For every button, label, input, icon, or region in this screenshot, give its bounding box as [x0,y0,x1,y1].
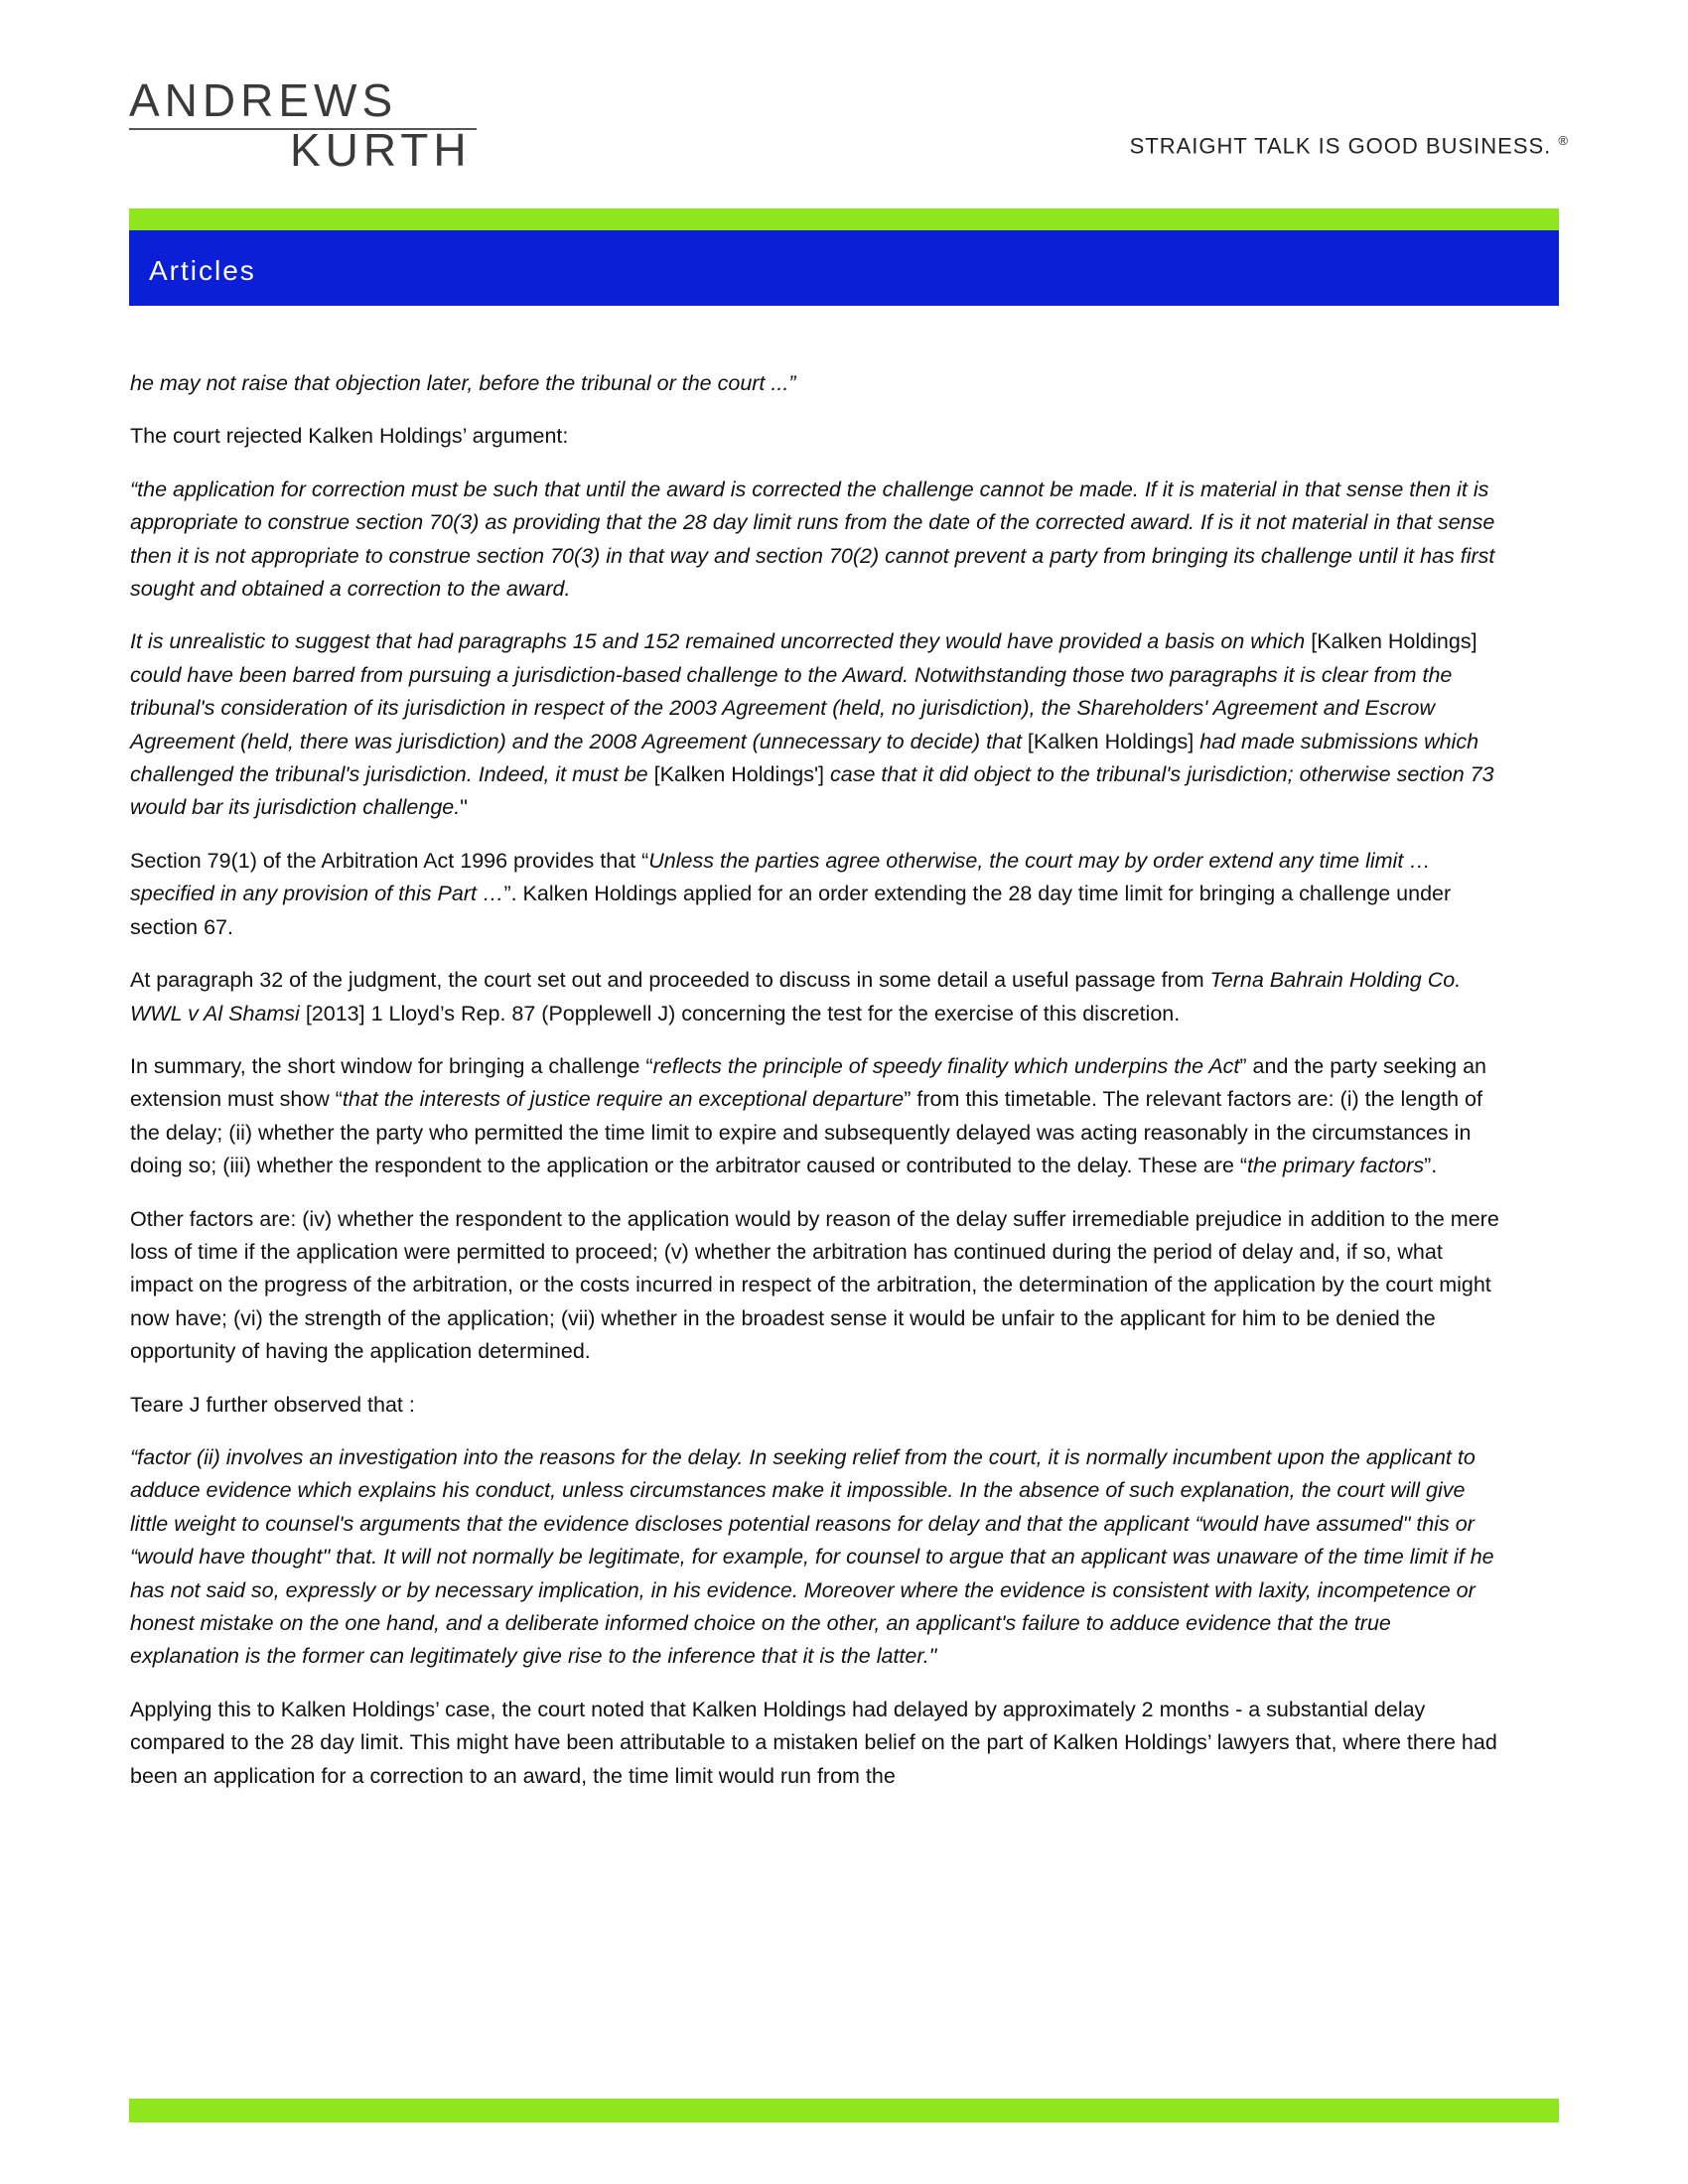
section-banner-title: Articles [149,255,256,286]
footer-green-accent-bar [129,2099,1559,2122]
paragraph-other-factors: Other factors are: (iv) whether the respondent to the application would by reason of the delay suffer irremediable prejudice in addition to the mere loss of time if the application were permitted to proceed; (v) whether the arbitration has continued during the period of delay and, if so, what impact on the progress of the arbitration, or the costs incurred in respect of the arbitration, the determination of the application by the court might now have; (vi) the strength of the application; (vii) whether in the broadest sense it would be unfair to the applicant for him to be denied the opportunity of having the application determined. [130,1206,1499,1364]
paragraph-applying: Applying this to Kalken Holdings’ case, the court noted that Kalken Holdings had delayed by approximately 2 months - a substantial delay compared to the 28 day limit. This might have been attributable to a mistaken belief on the part of Kalken Holdings’ lawyers that, where there had been an application for a correction to an award, the time limit would run from the [130,1697,1497,1788]
article-body [130,367,1502,1813]
paragraph-terna-bahrain: At paragraph 32 of the judgment, the court set out and proceeded to discuss in some detail a useful passage from Terna Bahrain Holding Co. WWL v Al Shamsi [2013] 1 Lloyd’s Rep. 87 (Popplewell J) concerning the test for the exercise of this discretion. [130,968,1462,1025]
quote-continuation: he may not raise that objection later, before the tribunal or the court ...” [130,371,796,395]
paragraph-section-79: Section 79(1) of the Arbitration Act 1996 provides that “Unless the parties agree otherwise, the court may by order extend any time limit … specified in any provision of this Part …”. Kalken Holdings applied for an order extending the 28 day time limit for bringing a challenge under section 67. [130,848,1452,939]
section-banner [129,230,1559,306]
quote-correction: “the application for correction must be such that until the award is corrected the challenge cannot be made. If it is material in that sense then it is appropriate to construe section 70(3) as providing that the 28 day limit runs from the date of the corrected award. If is it not material in that sense then it is not appropriate to construe section 70(3) in that way and section 70(2) cannot prevent a party from bringing its challenge until it has first sought and obtained a correction to the award. [130,477,1495,602]
firm-tagline [1130,133,1569,159]
paragraph-teare-observed: Teare J further observed that : [130,1392,415,1417]
tagline-text: STRAIGHT TALK IS GOOD BUSINESS. [1129,133,1552,159]
header-green-accent-bar [129,208,1559,230]
logo-wordmark-andrews: ANDREWS [129,74,398,126]
registered-mark: ® [1558,133,1569,148]
andrews-kurth-logo [129,74,479,176]
logo-wordmark-kurth: KURTH [290,124,472,176]
quote-factor-ii: “factor (ii) involves an investigation into the reasons for the delay. In seeking relief from the court, it is normally incumbent upon the applicant to adduce evidence which explains his conduct, unless circumstances make it impossible. In the absence of such explanation, the court will give little weight to counsel's arguments that the evidence discloses potential reasons for delay and that the applicant “would have assumed" this or “would have thought" that. It will not normally be legitimate, for example, for counsel to argue that an applicant was unaware of the time limit if he has not said so, expressly or by necessary implication, in his evidence. Moreover where the evidence is consistent with laxity, incompetence or honest mistake on the one hand, and a deliberate informed choice on the other, an applicant's failure to adduce evidence that the true explanation is the former can legitimately give rise to the inference that it is the latter." [130,1444,1494,1669]
paragraph-summary-factors: In summary, the short window for bringing a challenge “reflects the principle of speedy finality which underpins the Act” and the party seeking an extension must show “that the interests of justice require an exceptional departure” from this timetable. The relevant factors are: (i) the length of the delay; (ii) whether the party who permitted the time limit to expire and subsequently delayed was acting reasonably in the circumstances in doing so; (iii) whether the respondent to the application or the arbitrator caused or contributed to the delay. These are “the primary factors”. [130,1053,1486,1178]
paragraph-court-rejected: The court rejected Kalken Holdings’ argument: [130,424,569,449]
quote-unrealistic: It is unrealistic to suggest that had paragraphs 15 and 152 remained uncorrected they would have provided a basis on which [Kalken Holdings] could have been barred from pursuing a jurisdiction-based challenge to the Award. Notwithstanding those two paragraphs it is clear from the tribunal's consideration of its jurisdiction in respect of the 2003 Agreement (held, no jurisdiction), the Shareholders' Agreement and Escrow Agreement (held, there was jurisdiction) and the 2008 Agreement (unnecessary to decide) that [Kalken Holdings] had made submissions which challenged the tribunal's jurisdiction. Indeed, it must be [Kalken Holdings'] case that it did object to the tribunal's jurisdiction; otherwise section 73 would bar its jurisdiction challenge." [130,629,1494,820]
